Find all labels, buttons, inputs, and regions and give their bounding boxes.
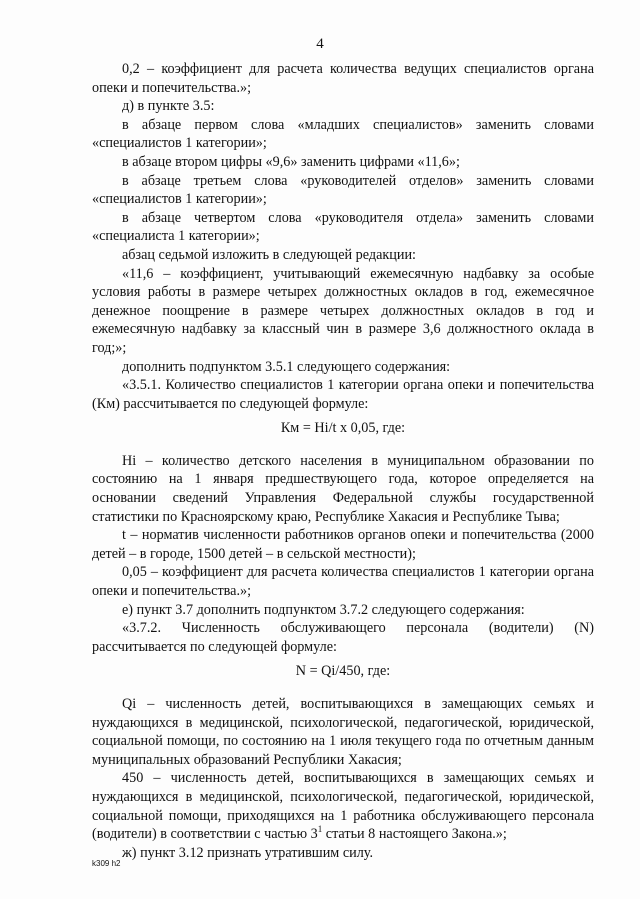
paragraph: Нi – количество детского населения в муниципальном образовании по состоянию на 1 января предшествующего года, которое определяется на основании сведений Управления Федеральной службы государственной статистики по Красноярскому краю, Республике Хакасия и Республике Тыва; xyxy=(92,452,594,525)
formula-km: Км = Нi/t x 0,05, где: xyxy=(280,420,406,437)
paragraph: 0,05 – коэффициент для расчета количества специалистов 1 категории органа опеки и попечительства.»; xyxy=(92,564,594,600)
paragraph: ж) пункт 3.12 признать утратившим силу. xyxy=(122,844,374,861)
paragraph xyxy=(92,769,594,843)
footer-code: k309 h2 xyxy=(92,859,121,868)
paragraph: абзац седьмой изложить в следующей редакции: xyxy=(122,246,417,263)
paragraph-text: 450 – численность детей, воспитывающихся в замещающих семьях и нуждающихся в медицинской, психологической, педагогической, юридической, социальной помощи, приходящихся на 1 работника обслуживающего персонала (водители) в соответствии с частью 3 xyxy=(92,770,594,843)
paragraph: е) пункт 3.7 дополнить подпунктом 3.7.2 следующего содержания: xyxy=(122,601,525,618)
paragraph: «3.5.1. Количество специалистов 1 категории органа опеки и попечительства (Км) рассчитывается по следующей формуле: xyxy=(92,377,594,412)
paragraph: в абзаце третьем слова «руководителей отделов» заменить словами «специалистов 1 категории»; xyxy=(92,172,594,208)
paragraph: «3.7.2. Численность обслуживающего персонала (водители) (N) рассчитывается по следующей формуле: xyxy=(92,620,594,655)
paragraph: в абзаце четвертом слова «руководителя отдела» заменить словами «специалиста 1 категории»; xyxy=(92,209,594,245)
paragraph: д) в пункте 3.5: xyxy=(122,98,215,115)
formula-n: N = Qi/450, где: xyxy=(295,663,391,680)
superscript: 1 xyxy=(317,824,323,835)
paragraph: t – норматив численности работников органов опеки и попечительства (2000 детей – в городе, 1500 детей – в сельской местности); xyxy=(92,527,594,562)
page-number: 4 xyxy=(316,36,324,52)
paragraph: «11,6 – коэффициент, учитывающий ежемесячную надбавку за особые условия работы в размере четырех должностных окладов в год, ежемесячное денежное поощрение в размере четырех должностных окладов в год и ежемесячную надбавку за классный чин в размере 3,6 должностного оклада в год;»; xyxy=(92,265,594,356)
paragraph: 0,2 – коэффициент для расчета количества ведущих специалистов органа опеки и попечительства.»; xyxy=(92,61,594,96)
paragraph-text: статьи 8 настоящего Закона.»; xyxy=(322,826,507,843)
paragraph: в абзаце первом слова «младших специалистов» заменить словами «специалистов 1 категории»; xyxy=(92,116,594,152)
document-body xyxy=(92,60,594,862)
paragraph: дополнить подпунктом 3.5.1 следующего содержания: xyxy=(122,358,451,375)
paragraph: Qi – численность детей, воспитывающихся в замещающих семьях и нуждающихся в медицинской, психологической, педагогической, юридической, социальной помощи, по состоянию на 1 июля текущего года по отчетным данным муниципальных образований Республики Хакасия; xyxy=(92,696,594,768)
paragraph: в абзаце втором цифры «9,6» заменить цифрами «11,6»; xyxy=(122,153,460,170)
